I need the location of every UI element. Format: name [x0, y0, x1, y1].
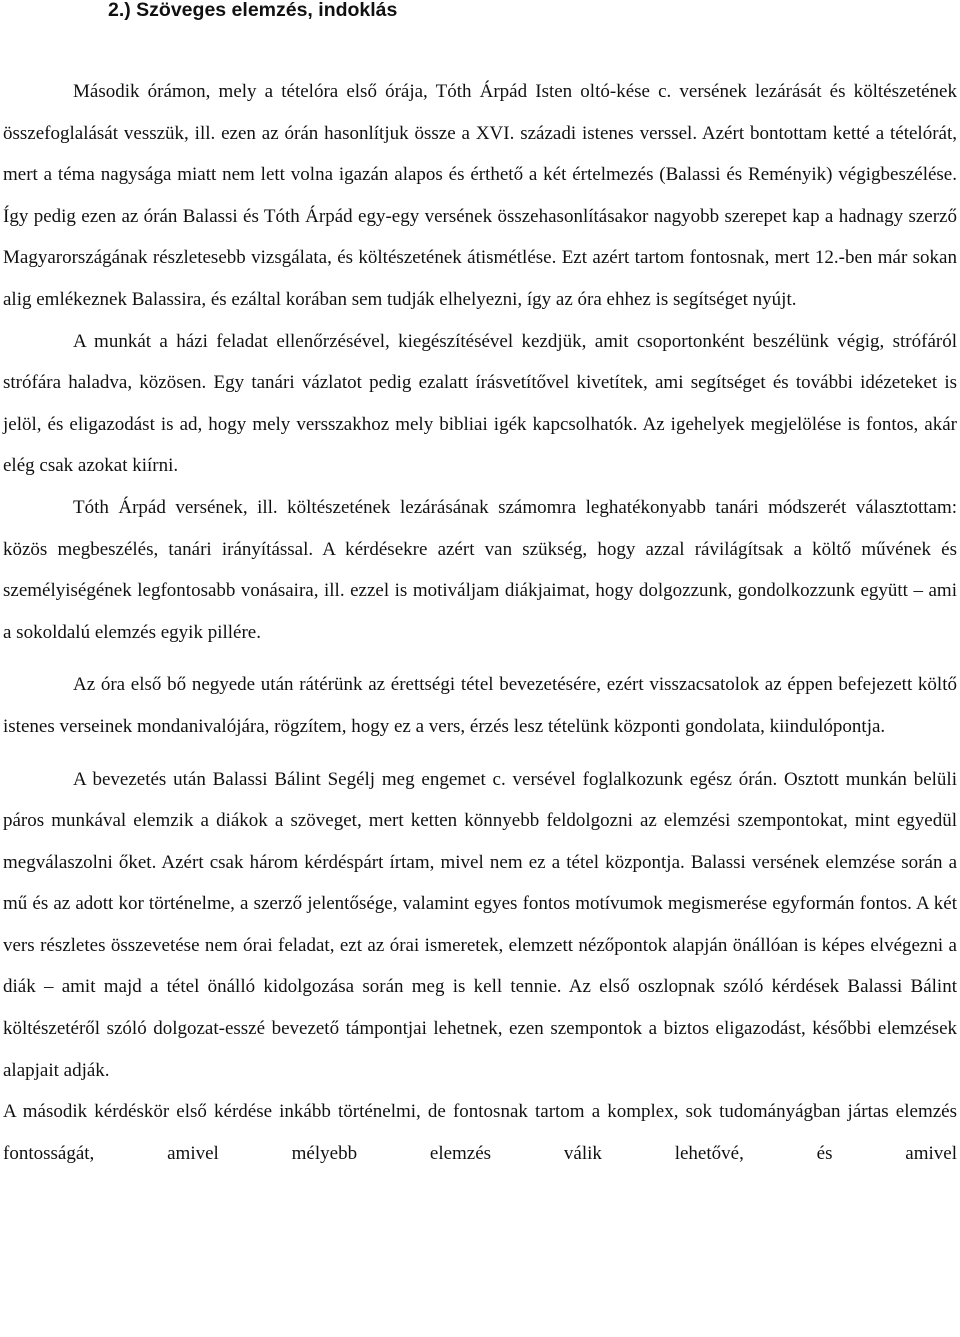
- paragraph-balassi-analysis: A bevezetés után Balassi Bálint Segélj meg engemet c. versével foglalkozunk egész órán. Osztott munkán belüli páros munkával elemzik a diákok a szöveget, mert ketten könnyebb feldolgozni az elemzési szempontokat, mint egyedül megválaszolni őket. Azért csak három kérdéspárt írtam, mivel nem ez a tétel központja. Balassi versének elemzése során a mű és az adott kor történelme, a szerző jelentősége, valamint egyes fontos motívumok megismerése egyformán fontos. A két vers részletes összevetése nem órai feladat, ezt az órai ismeretek, elemzett nézőpontok alapján önállóan is képes elvégezni a diák – amit majd a tétel önálló kidolgozása során meg is kell tennie. Az első oszlopnak szóló kérdések Balassi Bálint költészetéről szóló dolgozat-esszé bevezető támpontjai lehetnek, ezen szempontok a biztos eligazodást, későbbi elemzések alapjait adják.: [3, 768, 957, 1081]
- paragraph-lesson-structure: Második órámon, mely a tételóra első órája, Tóth Árpád Isten oltó-kése c. versének lezárását és költészetének összefoglalását vesszük, ill. ezen az órán hasonlítjuk össze a XVI. századi istenes verssel. Azért bontottam ketté a tételórát, mert a téma nagysága miatt nem lett volna igazán alapos és érthető a két értelmezés (Balassi és Reményik) végigbeszélése. Így pedig ezen az órán Balassi és Tóth Árpád egy-egy versének összehasonlításakor nagyobb szerepet kap a hadnagy szerző Magyarországának részletesebb vizsgálata, és költészetének átismétlése. Ezt azért tartom fontosnak, mert 12.-ben már sokan alig emlékeznek Balassira, és ezáltal korában sem tudják elhelyezni, így az óra ehhez is segítséget nyújt.: [3, 81, 957, 310]
- section-heading: 2.) Szöveges elemzés, indoklás: [108, 0, 398, 21]
- paragraph-exam-topic-intro: Az óra első bő negyede után rátérünk az érettségi tétel bevezetésére, ezért visszacsatolok az éppen befejezett költő istenes verseinek mondanivalójára, rögzítem, hogy ez a vers, érzés lesz tételünk központi gondolata, kiindulópontja.: [3, 674, 957, 737]
- paragraph-homework-check: A munkát a házi feladat ellenőrzésével, kiegészítésével kezdjük, amit csoportonként beszélünk végig, strófáról strófára haladva, közösen. Egy tanári vázlatot pedig ezalatt írásvetítővel kivetítek, ami segítséget és további idézeteket is jelöl, és eligazodást is ad, hogy mely versszakhoz mely bibliai igék kapcsolhatók. Az igehelyek megjelölése is fontos, akár elég csak azokat kiírni.: [3, 330, 957, 477]
- paragraph-teaching-method: Tóth Árpád versének, ill. költészetének lezárásának számomra leghatékonyabb tanári módszerét választottam: közös megbeszélés, tanári irányítással. A kérdésekre azért van szükség, hogy azzal rávilágítsak a költő művének és személyiségének legfontosabb vonásaira, ill. ezzel is motiváljam diákjaimat, hogy dolgozzunk, gondolkozzunk együtt – ami a sokoldalú elemzés egyik pillére.: [3, 496, 957, 643]
- body-text: [3, 71, 957, 1174]
- paragraph-second-question-group: A második kérdéskör első kérdése inkább történelmi, de fontosnak tartom a komplex, sok tudományágban jártas elemzés fontosságát, amivel mélyebb elemzés válik lehetővé, és amivel: [3, 1101, 957, 1164]
